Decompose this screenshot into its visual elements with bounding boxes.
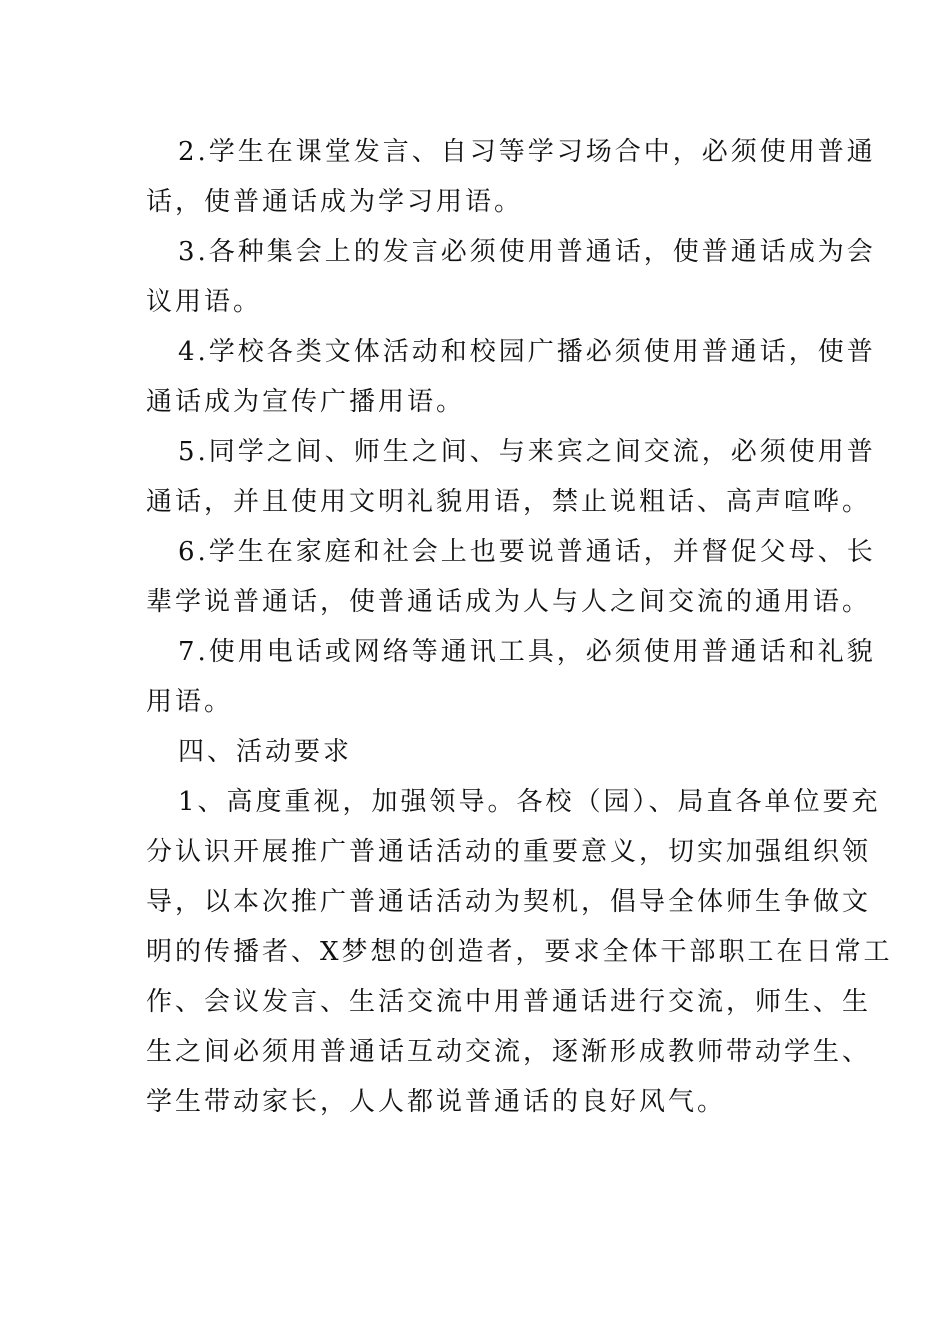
rule-4-line-1: 4.学校各类文体活动和校园广播必须使用普通话，使普 [178,337,876,367]
rule-6-line-2: 辈学说普通话，使普通话成为人与人之间交流的通用语。 [146,587,872,617]
rule-6-line-1: 6.学生在家庭和社会上也要说普通话，并督促父母、长 [178,537,876,567]
requirement-1-line-5: 作、会议发言、生活交流中用普通话进行交流，师生、生 [146,987,872,1017]
requirement-1-line-3: 导，以本次推广普通话活动为契机，倡导全体师生争做文 [146,887,872,917]
rule-2-line-2: 话，使普通话成为学习用语。 [146,187,524,217]
requirement-1-line-4: 明的传播者、X梦想的创造者，要求全体干部职工在日常工 [146,937,893,967]
rule-7-line-1: 7.使用电话或网络等通讯工具，必须使用普通话和礼貌 [178,637,876,667]
rule-4-line-2: 通话成为宣传广播用语。 [146,387,466,417]
requirement-1-line-7: 学生带动家长，人人都说普通话的良好风气。 [146,1087,727,1117]
requirement-1-line-2: 分认识开展推广普通话活动的重要意义，切实加强组织领 [146,837,872,867]
rule-2-line-1: 2.学生在课堂发言、自习等学习场合中，必须使用普通 [178,137,876,167]
rule-3-line-2: 议用语。 [146,287,263,317]
section-heading: 四、活动要求 [178,737,353,767]
rule-5-line-2: 通话，并且使用文明礼貌用语，禁止说粗话、高声喧哗。 [146,487,872,517]
requirement-1-line-6: 生之间必须用普通话互动交流，逐渐形成教师带动学生、 [146,1037,872,1067]
rule-5-line-1: 5.同学之间、师生之间、与来宾之间交流，必须使用普 [178,437,876,467]
rule-3-line-1: 3.各种集会上的发言必须使用普通话，使普通话成为会 [178,237,876,267]
requirement-1-line-1: 1、高度重视，加强领导。各校（园）、局直各单位要充 [178,787,881,817]
rule-7-line-2: 用语。 [146,687,234,717]
